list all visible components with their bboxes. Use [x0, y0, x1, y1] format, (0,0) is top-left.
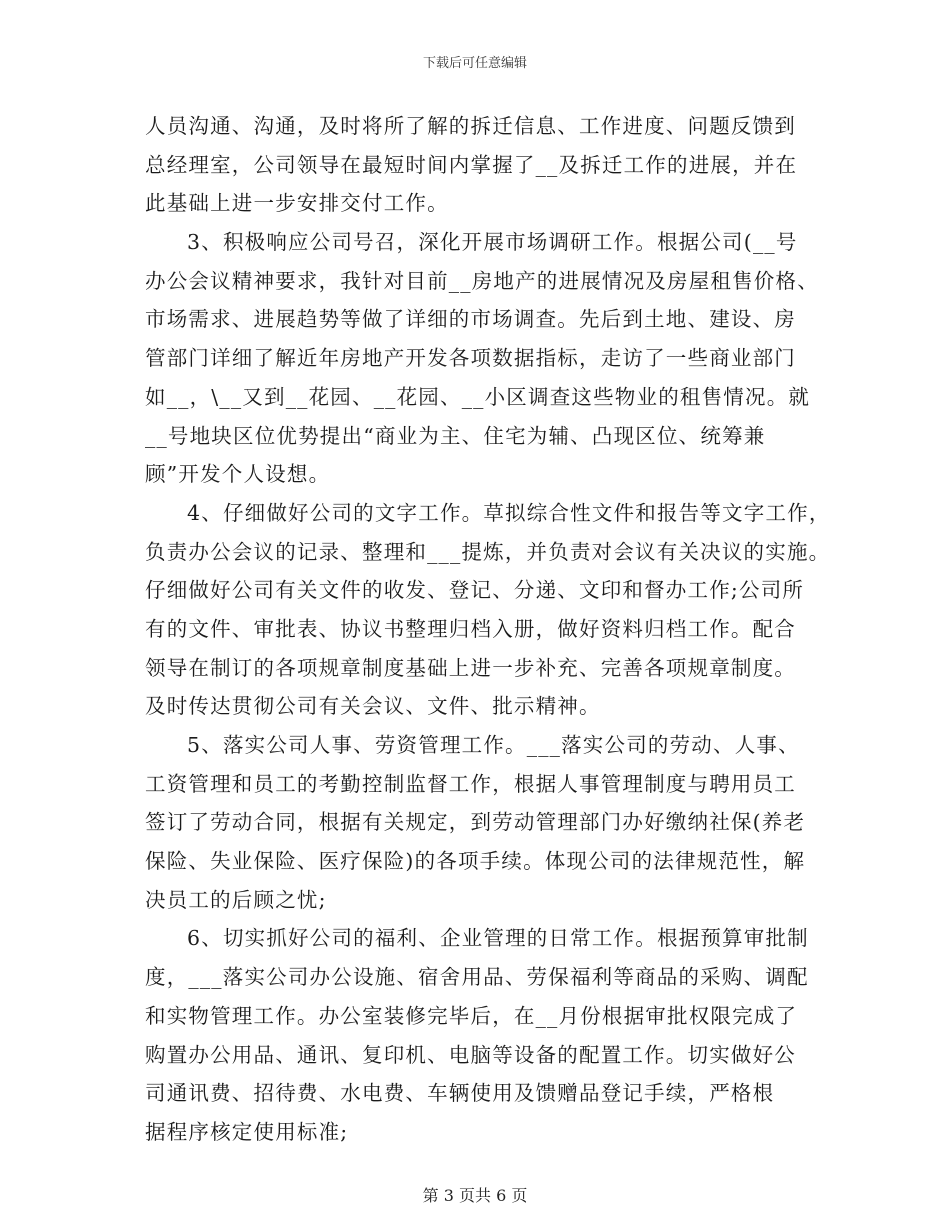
text-line: 顾”开发个人设想。	[145, 462, 331, 487]
text-line: 总经理室，公司领导在最短时间内掌握了__及拆迁工作的进展，并在	[145, 152, 798, 177]
text-line: 决员工的后顾之忧;	[145, 887, 327, 912]
text-line: 工资管理和员工的考勤控制监督工作，根据人事管理制度与聘用员工	[145, 771, 796, 796]
paragraph-start-line: 4、仔细做好公司的文字工作。草拟综合性文件和报告等文字工作，	[187, 500, 831, 525]
text-line: 有的文件、审批表、协议书整理归档入册，做好资料归档工作。配合	[145, 616, 796, 641]
text-line: 负责办公会议的记录、整理和___提炼，并负责对会议有关决议的实施。	[145, 539, 831, 564]
text-line: 如__，\__又到__花园、__花园、__小区调查这些物业的租售情况。就	[145, 384, 811, 409]
text-line: __号地块区位优势提出“商业为主、住宅为辅、凸现区位、统筹兼	[145, 423, 766, 448]
paragraph-start-line: 5、落实公司人事、劳资管理工作。___落实公司的劳动、人事、	[187, 733, 800, 757]
text-line: 度，___落实公司办公设施、宿舍用品、劳保福利等商品的采购、调配	[145, 965, 809, 990]
body-text	[145, 107, 831, 1152]
text-line: 仔细做好公司有关文件的收发、登记、分递、文印和督办工作;公司所	[145, 578, 805, 603]
text-line: 购置办公用品、通讯、复印机、电脑等设备的配置工作。切实做好公	[145, 1042, 796, 1067]
text-line: 办公会议精神要求，我针对目前__房地产的进展情况及房屋租售价格、	[145, 268, 819, 293]
text-line: 司通讯费、招待费、水电费、车辆使用及馈赠品登记手续，严格根	[145, 1081, 775, 1106]
paragraph-start-line: 3、积极响应公司号召，深化开展市场调研工作。根据公司(__号	[187, 230, 798, 255]
text-line: 市场需求、进展趋势等做了详细的市场调查。先后到土地、建设、房	[145, 307, 796, 332]
text-line: 保险、失业保险、医疗保险)的各项手续。体现公司的法律规范性，解	[145, 849, 806, 874]
text-line: 签订了劳动合同，根据有关规定，到劳动管理部门办好缴纳社保(养老	[145, 810, 806, 835]
header-note: 下载后可任意编辑	[422, 56, 527, 71]
text-line: 此基础上进一步安排交付工作。	[145, 191, 449, 216]
text-line: 和实物管理工作。办公室装修完毕后，在__月份根据审批权限完成了	[145, 1003, 798, 1028]
text-line: 领导在制订的各项规章制度基础上进一步补充、完善各项规章制度。	[145, 655, 796, 680]
paragraph-start-line: 6、切实抓好公司的福利、企业管理的日常工作。根据预算审批制	[187, 926, 809, 951]
text-line: 管部门详细了解近年房地产开发各项数据指标，走访了一些商业部门	[145, 346, 796, 371]
text-line: 据程序核定使用标准;	[145, 1119, 349, 1144]
text-line: 及时传达贯彻公司有关会议、文件、批示精神。	[145, 694, 601, 719]
page-number: 第 3 页共 6 页	[422, 1186, 528, 1205]
text-line: 人员沟通、沟通，及时将所了解的拆迁信息、工作进度、问题反馈到	[145, 114, 796, 138]
